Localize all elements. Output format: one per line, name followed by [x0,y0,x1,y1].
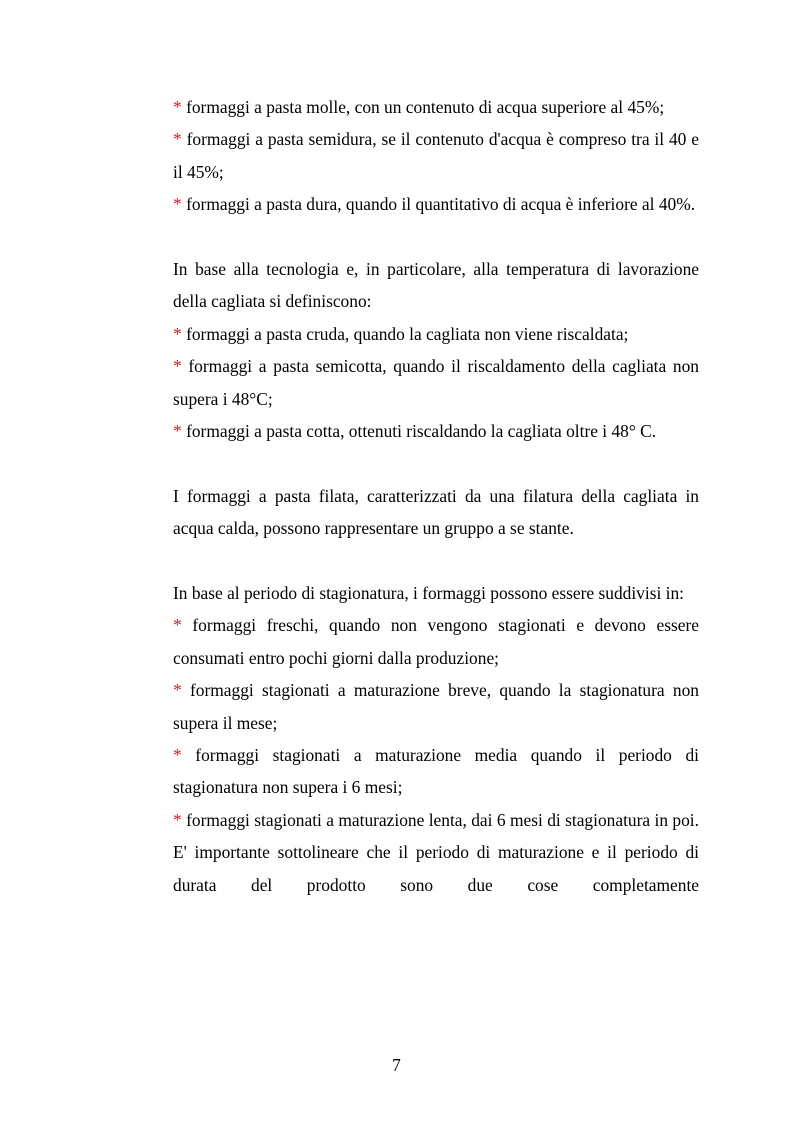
bullet-star: * [173,323,182,344]
paragraph-gap [173,221,699,253]
bullet-star: * [173,97,182,117]
list-item [173,188,699,220]
bullet-star: * [173,356,182,377]
list-item [173,91,699,123]
list-item [173,804,699,901]
bullet-star: * [173,421,182,442]
list-item-text: formaggi a pasta cruda, quando la cagliata non viene riscaldata; [186,323,629,344]
list-item-text: formaggi freschi, quando non vengono stagionati e devono essere consumati entro pochi giorni dalla produzione; [173,615,699,668]
document-body [173,91,699,901]
list-item [173,609,699,674]
paragraph-gap [173,545,699,577]
section-intro: In base alla tecnologia e, in particolare, alla temperatura di lavorazione della cagliata si definiscono: [173,259,699,312]
list-item [173,739,699,804]
list-item-text: formaggi stagionati a maturazione breve, quando la stagionatura non supera il mese; [173,680,699,733]
list-item [173,415,699,447]
list-item [173,350,699,415]
ripening-classification-section [173,577,699,901]
section-intro: In base al periodo di stagionatura, i formaggi possono essere suddivisi in: [173,583,684,604]
list-item-text: formaggi a pasta semidura, se il contenuto d'acqua è compreso tra il 40 e il 45%; [173,129,699,182]
bullet-star: * [173,745,182,766]
bullet-star: * [173,680,182,701]
bullet-star: * [173,194,182,215]
list-item-text: formaggi a pasta dura, quando il quantitativo di acqua è inferiore al 40%. [186,194,696,215]
list-item-text: formaggi a pasta semicotta, quando il riscaldamento della cagliata non supera i 48°C; [173,356,699,409]
page-number: 7 [392,1055,401,1075]
moisture-classification-list [173,91,699,221]
list-item-text: formaggi a pasta cotta, ottenuti riscaldando la cagliata oltre i 48° C. [186,421,657,442]
list-item [173,674,699,739]
bullet-star: * [173,615,182,636]
list-item-text: formaggi stagionati a maturazione media quando il periodo di stagionatura non supera i 6 mesi; [173,745,699,798]
list-item-text: formaggi stagionati a maturazione lenta, dai 6 mesi di stagionatura in poi. E' importante sottolineare che il periodo di maturazione e il periodo di durata del prodotto sono due cose completamente [173,809,699,895]
list-item [173,123,699,188]
list-item [173,318,699,350]
list-item-text: formaggi a pasta molle, con un contenuto di acqua superiore al 45%; [186,97,665,117]
technology-classification-section [173,253,699,447]
paragraph-gap [173,447,699,479]
bullet-star: * [173,809,182,830]
pasta-filata-paragraph: I formaggi a pasta filata, caratterizzati da una filatura della cagliata in acqua calda, possono rappresentare un gruppo a se stante. [173,485,699,539]
bullet-star: * [173,129,182,150]
